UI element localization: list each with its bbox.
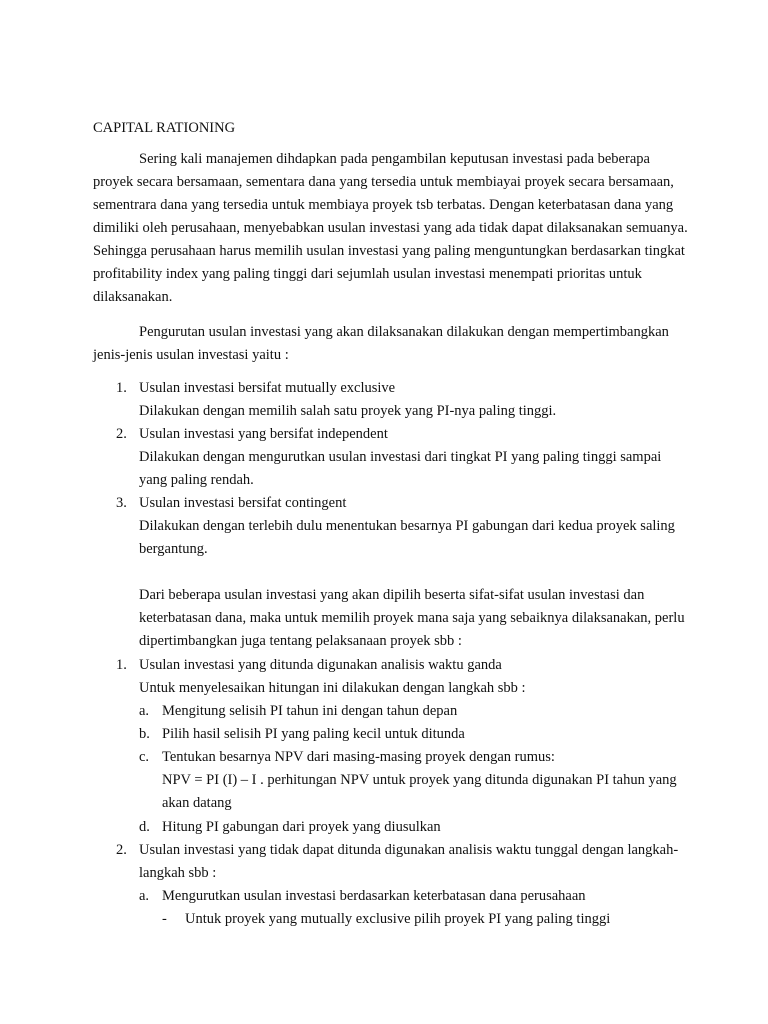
list-number: 1. [116,380,127,396]
step-text: Mengurutkan usulan investasi berdasarkan keterbatasan dana perusahaan [162,888,586,904]
list-number: 2. [116,426,127,442]
step-line: akan datang [162,795,232,811]
list-item-heading: Usulan investasi yang bersifat independent [139,426,388,442]
list-item-text: yang paling rendah. [139,472,254,488]
paragraph-line: keterbatasan dana, maka untuk memilih proyek mana saja yang sebaiknya dilaksanakan, perlu [139,610,685,626]
list-item-text: Dilakukan dengan mengurutkan usulan investasi dari tingkat PI yang paling tinggi sampai [139,449,662,465]
types-paragraph [93,321,673,367]
step-text: Mengitung selisih PI tahun ini dengan tahun depan [162,703,458,719]
list-item [139,492,675,561]
paragraph-line: sementrara dana yang tersedia untuk membiaya proyek tsb terbatas. Dengan keterbatasan dana yang [93,197,674,213]
document-title: CAPITAL RATIONING [93,120,236,136]
list-item-heading: Usulan investasi yang ditunda digunakan analisis waktu ganda [139,657,502,673]
paragraph-line: jenis-jenis usulan investasi yaitu : [93,347,289,363]
list-item-heading: Usulan investasi bersifat contingent [139,495,347,511]
step-label: a. [139,888,150,904]
step-text: Pilih hasil selisih PI yang paling kecil untuk ditunda [162,726,465,742]
step-text [162,746,677,815]
intro-paragraph [93,148,688,309]
step-line: Tentukan besarnya NPV dari masing-masing proyek dengan rumus: [162,749,555,765]
list-number: 3. [116,495,127,511]
paragraph-line: Sehingga perusahaan harus memilih usulan investasi yang paling menguntungkan berdasarkan tingkat [93,243,685,259]
list-item-heading: Usulan investasi yang tidak dapat ditunda digunakan analisis waktu tunggal dengan langkah- [139,842,679,858]
paragraph-line: Pengurutan usulan investasi yang akan dilaksanakan dilakukan dengan mempertimbangkan [139,324,669,340]
paragraph-line: dipertimbangkan juga tentang pelaksanaan proyek sbb : [139,633,462,649]
list-item [139,377,556,423]
paragraph-line: dilaksanakan. [93,289,173,305]
paragraph-line: profitability index yang paling tinggi dari sejumlah usulan investasi menempati prioritas untuk [93,266,642,282]
bullet-marker: - [162,911,167,927]
list-item-text: Untuk menyelesaikan hitungan ini dilakukan dengan langkah sbb : [139,680,526,696]
bullet-text: Untuk proyek yang mutually exclusive pilih proyek PI yang paling tinggi [185,911,611,927]
list-item [139,839,678,885]
paragraph-line: Dari beberapa usulan investasi yang akan dipilih beserta sifat-sifat usulan investasi dan [139,587,645,603]
implementation-paragraph [139,584,685,653]
step-label: a. [139,703,150,719]
list-number: 2. [116,842,127,858]
paragraph-line: dimiliki oleh perusahaan, menyebabkan usulan investasi yang ada tidak dapat dilaksanakan semuanya. [93,220,688,236]
paragraph-line: Sering kali manajemen dihdapkan pada pengambilan keputusan investasi pada beberapa [139,151,650,167]
list-item-text: langkah sbb : [139,865,217,881]
list-item-text: Dilakukan dengan terlebih dulu menentukan besarnya PI gabungan dari kedua proyek saling [139,518,675,534]
list-number: 1. [116,657,127,673]
step-label: c. [139,749,150,765]
step-text: Hitung PI gabungan dari proyek yang diusulkan [162,819,441,835]
list-item-text: bergantung. [139,541,208,557]
list-item [139,654,526,700]
step-label: d. [139,819,150,835]
paragraph-line: proyek secara bersamaan, sementara dana yang tersedia untuk membiayai proyek secara bersamaan, [93,174,674,190]
list-item-heading: Usulan investasi bersifat mutually exclusive [139,380,396,396]
formula-line: NPV = PI (I) – I . perhitungan NPV untuk proyek yang ditunda digunakan PI tahun yang [162,772,677,788]
list-item-text: Dilakukan dengan memilih salah satu proyek yang PI-nya paling tinggi. [139,403,557,419]
list-item [139,423,661,492]
step-label: b. [139,726,150,742]
